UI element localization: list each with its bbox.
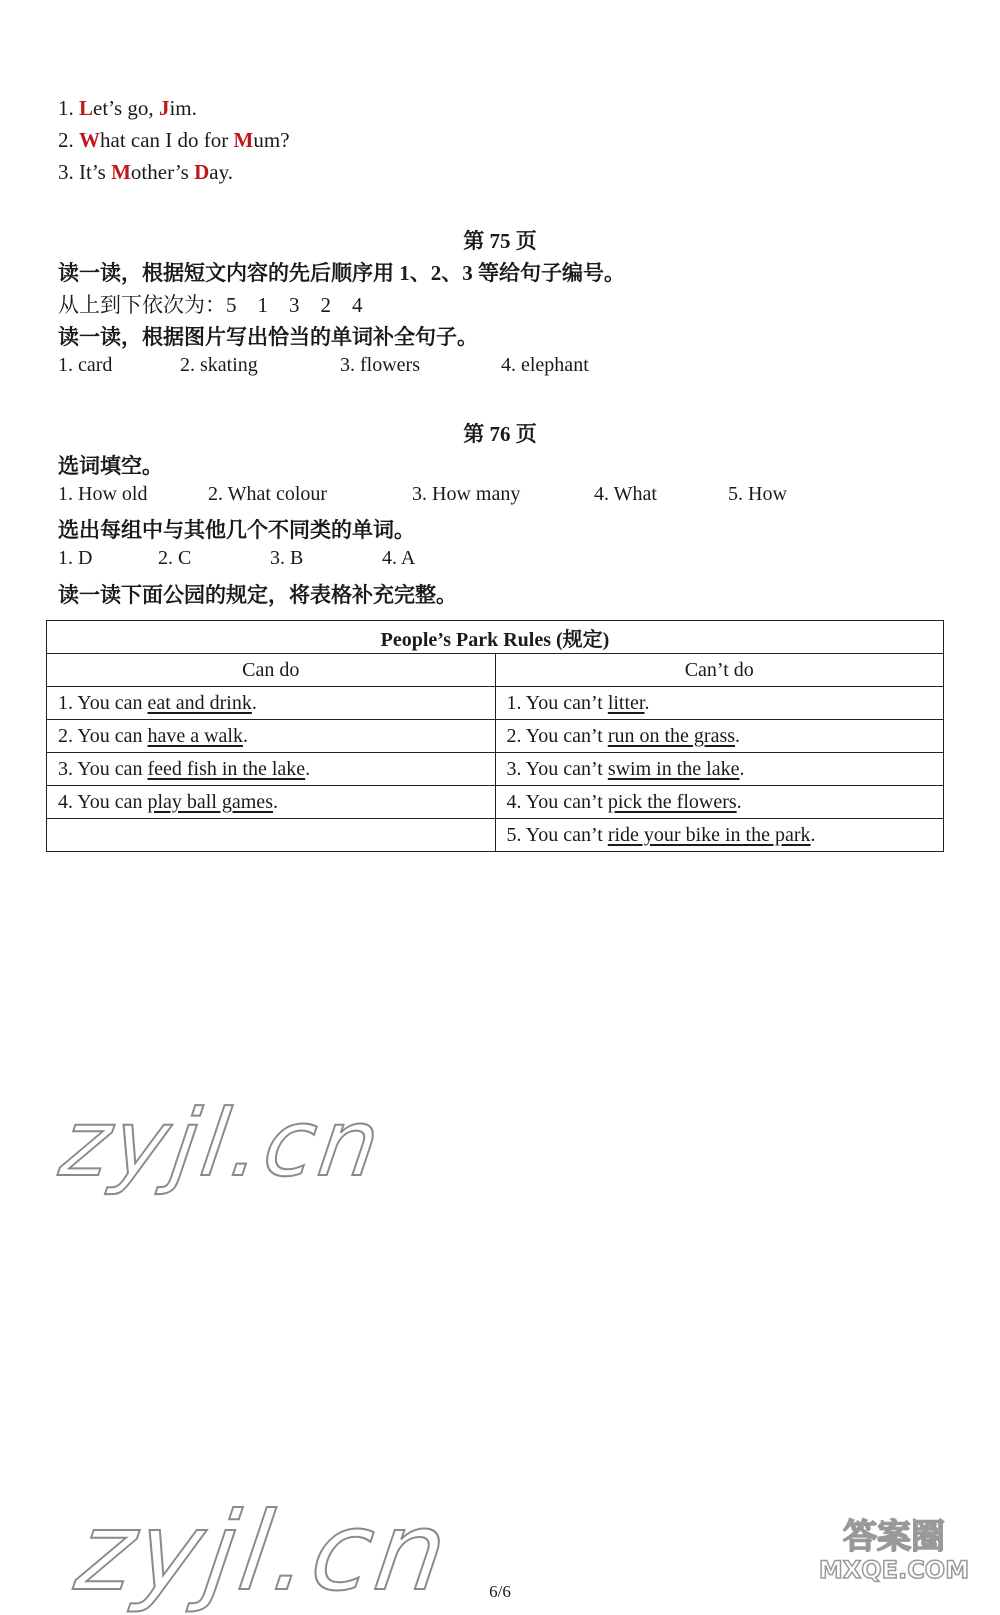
sentence-2: 2. What can I do for Mum? (58, 128, 290, 152)
park-rules-table (46, 620, 944, 852)
can-cell: 4. You can play ball games. (47, 786, 496, 819)
answer-item: 2. What colour (208, 483, 328, 505)
table-row (47, 753, 944, 786)
answer-item: 3. B (270, 547, 304, 569)
page-number: 6/6 (489, 1582, 511, 1601)
answer-item: 1. D (58, 547, 93, 569)
answer-item: 5. How (728, 483, 787, 505)
table-row (47, 720, 944, 753)
answer-item: 2. skating (180, 354, 258, 376)
page-76-heading: 第 76 页 (463, 422, 537, 446)
answer-item: 4. What (594, 483, 657, 505)
column-header-can: Can do (47, 654, 496, 687)
can-cell: 2. You can have a walk. (47, 720, 496, 753)
sentence-1: 1. Let’s go, Jim. (58, 96, 197, 120)
sentence-3: 3. It’s Mother’s Day. (58, 160, 233, 184)
logo-text: 答案圈 (843, 1517, 945, 1557)
can-cell: 1. You can eat and drink. (47, 687, 496, 720)
question-fill: 选词填空。 (58, 454, 163, 478)
page-75-heading: 第 75 页 (463, 229, 537, 253)
table-row (47, 786, 944, 819)
logo-url: MXQE.COM (818, 1556, 970, 1584)
answer-item: 2. C (158, 547, 192, 569)
table-title: People’s Park Rules (规定) (47, 621, 944, 654)
question-words: 读一读，根据图片写出恰当的单词补全句子。 (58, 325, 478, 349)
question-park-rules: 读一读下面公园的规定，将表格补充完整。 (58, 583, 457, 607)
question-odd-one-out: 选出每组中与其他几个不同类的单词。 (58, 518, 415, 542)
answer-item: 4. A (382, 547, 416, 569)
cant-cell: 5. You can’t ride your bike in the park. (495, 819, 944, 852)
watermark-text-bottom: zyjl.cn (69, 1490, 458, 1615)
table-row (47, 819, 944, 852)
answer-item: 1. card (58, 354, 113, 376)
answer-item: 4. elephant (501, 354, 589, 376)
column-header-cant: Can’t do (495, 654, 944, 687)
answer-item: 3. How many (412, 483, 521, 505)
site-logo (814, 1518, 974, 1588)
cant-cell: 4. You can’t pick the flowers. (495, 786, 944, 819)
cant-cell: 2. You can’t run on the grass. (495, 720, 944, 753)
table-row (47, 687, 944, 720)
answer-order: 从上到下依次为：5 1 3 2 4 (58, 293, 363, 317)
question-order: 读一读，根据短文内容的先后顺序用 1、2、3 等给句子编号。 (58, 261, 625, 285)
can-cell: 3. You can feed fish in the lake. (47, 753, 496, 786)
cant-cell: 3. You can’t swim in the lake. (495, 753, 944, 786)
watermark-text: zyjl.cn (54, 1090, 390, 1197)
answer-item: 3. flowers (340, 354, 420, 376)
can-cell-empty (47, 819, 496, 852)
answer-item: 1. How old (58, 483, 148, 505)
cant-cell: 1. You can’t litter. (495, 687, 944, 720)
